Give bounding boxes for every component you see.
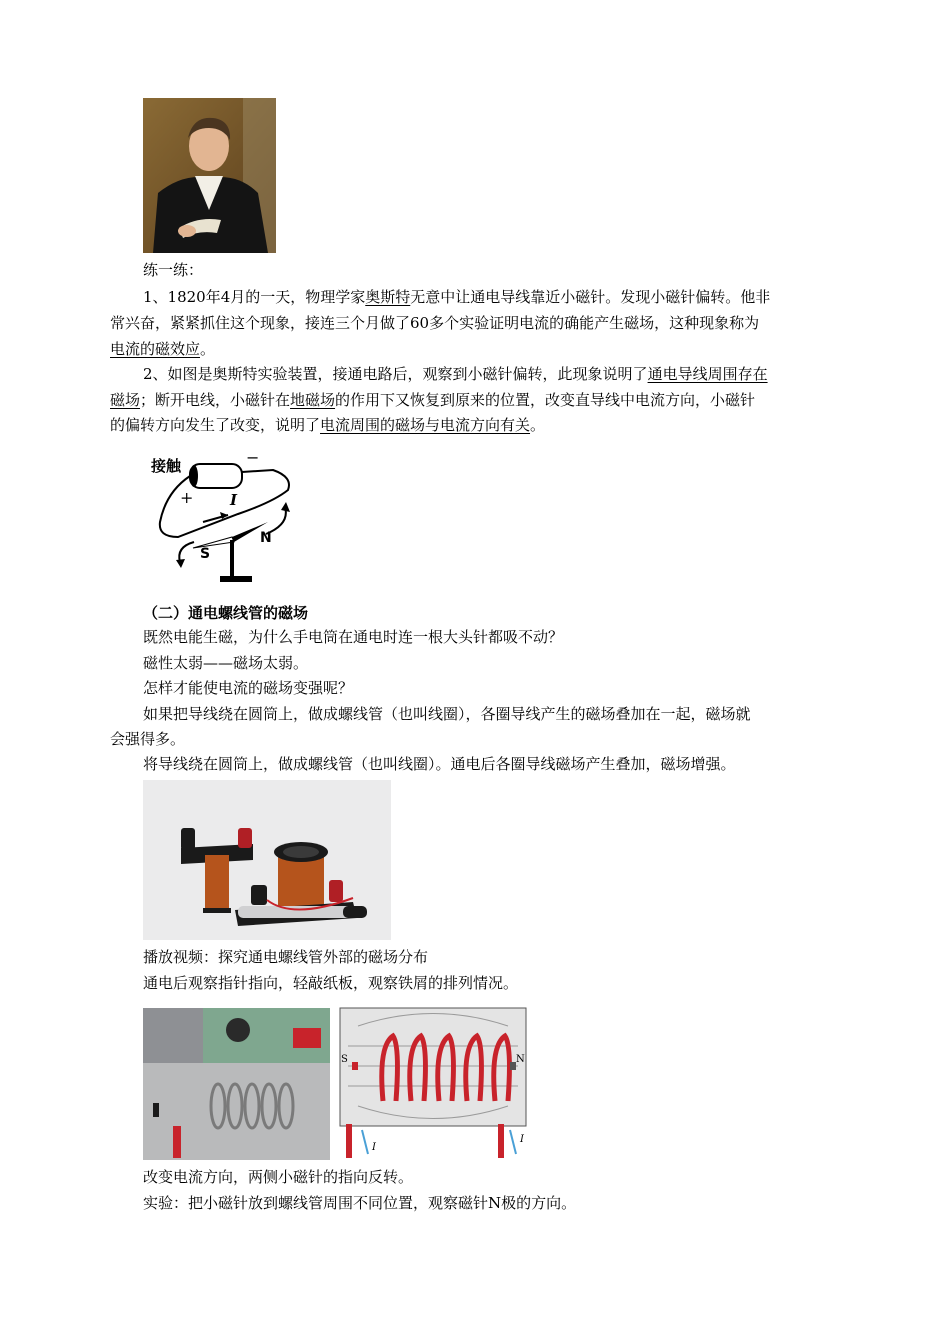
section-title: （二）通电螺线管的磁场 xyxy=(143,604,309,622)
label-north: N xyxy=(260,530,272,546)
q1-end: 。 xyxy=(200,340,216,358)
section-p1: 既然电能生磁，为什么手电筒在通电时连一根大头针都吸不动？ xyxy=(143,628,564,646)
q2-text-3b: 。 xyxy=(530,416,546,434)
label-minus: − xyxy=(246,452,260,467)
label-n-pole: N xyxy=(516,1054,525,1065)
q1-line-1 xyxy=(143,284,875,310)
q2-answer-1b: 磁场 xyxy=(110,391,141,409)
iron-filings-photo xyxy=(143,1008,330,1160)
q1-text: 1、1820年4月的一天，物理学家 xyxy=(143,288,366,306)
q2-answer-2: 地磁场 xyxy=(290,391,336,409)
q2-answer-3: 电流周围的磁场与电流方向有关 xyxy=(320,416,531,434)
section-p2: 磁性太弱——磁场太弱。 xyxy=(143,654,309,672)
section-p8: 改变电流方向，两侧小磁针的指向反转。 xyxy=(143,1168,414,1186)
solenoid-apparatus-photo xyxy=(143,780,391,940)
q2-line-3 xyxy=(110,412,842,438)
section-p7: 通电后观察指针指向，轻敲纸板，观察铁屑的排列情况。 xyxy=(143,974,519,992)
section-p6: 播放视频：探究通电螺线管外部的磁场分布 xyxy=(143,948,429,966)
q2-text-2a: ；断开电线，小磁针在 xyxy=(140,391,291,409)
solenoid-field-diagram xyxy=(338,1006,528,1160)
label-current-in: I xyxy=(372,1142,376,1153)
q1-answer-oersted: 奥斯特 xyxy=(365,288,411,306)
q1-text-rest: 无意中让通电导线靠近小磁针。发现小磁针偏转。他非 xyxy=(410,288,771,306)
q2-text: 2、如图是奥斯特实验装置，接通电路后，观察到小磁针偏转，此现象说明了 xyxy=(143,365,648,383)
label-contact: 接触 xyxy=(151,457,182,475)
oersted-experiment-diagram xyxy=(148,452,298,590)
q2-line-1 xyxy=(143,361,875,387)
label-current: I xyxy=(230,491,238,509)
oersted-portrait xyxy=(143,98,276,253)
q2-line-2 xyxy=(110,387,842,413)
q1-line-2: 常兴奋，紧紧抓住这个现象，接连三个月做了60多个实验证明电流的确能产生磁场，这种现象称为 xyxy=(110,314,760,332)
q2-answer-1a: 通电导线周围存在 xyxy=(647,365,768,383)
q1-line-3 xyxy=(110,336,842,362)
practice-heading: 练一练： xyxy=(143,261,204,279)
label-current-out: I xyxy=(520,1134,524,1145)
q2-text-3a: 的偏转方向发生了改变，说明了 xyxy=(110,416,321,434)
section-p4a: 如果把导线绕在圆筒上，做成螺线管（也叫线圈），各圈导线产生的磁场叠加在一起，磁场就 xyxy=(143,705,751,723)
q2-text-2b: 的作用下又恢复到原来的位置，改变直导线中电流方向，小磁针 xyxy=(335,391,756,409)
section-p3: 怎样才能使电流的磁场变强呢？ xyxy=(143,679,354,697)
label-south: S xyxy=(200,546,211,562)
section-p9: 实验：把小磁针放到螺线管周围不同位置，观察磁针N极的方向。 xyxy=(143,1194,577,1212)
q1-answer-effect: 电流的磁效应 xyxy=(110,340,201,358)
section-p4b: 会强得多。 xyxy=(110,730,186,748)
label-plus: + xyxy=(180,488,194,507)
section-p5: 将导线绕在圆筒上，做成螺线管（也叫线圈）。通电后各圈导线磁场产生叠加，磁场增强。 xyxy=(143,755,736,773)
label-s-pole: S xyxy=(341,1054,348,1065)
